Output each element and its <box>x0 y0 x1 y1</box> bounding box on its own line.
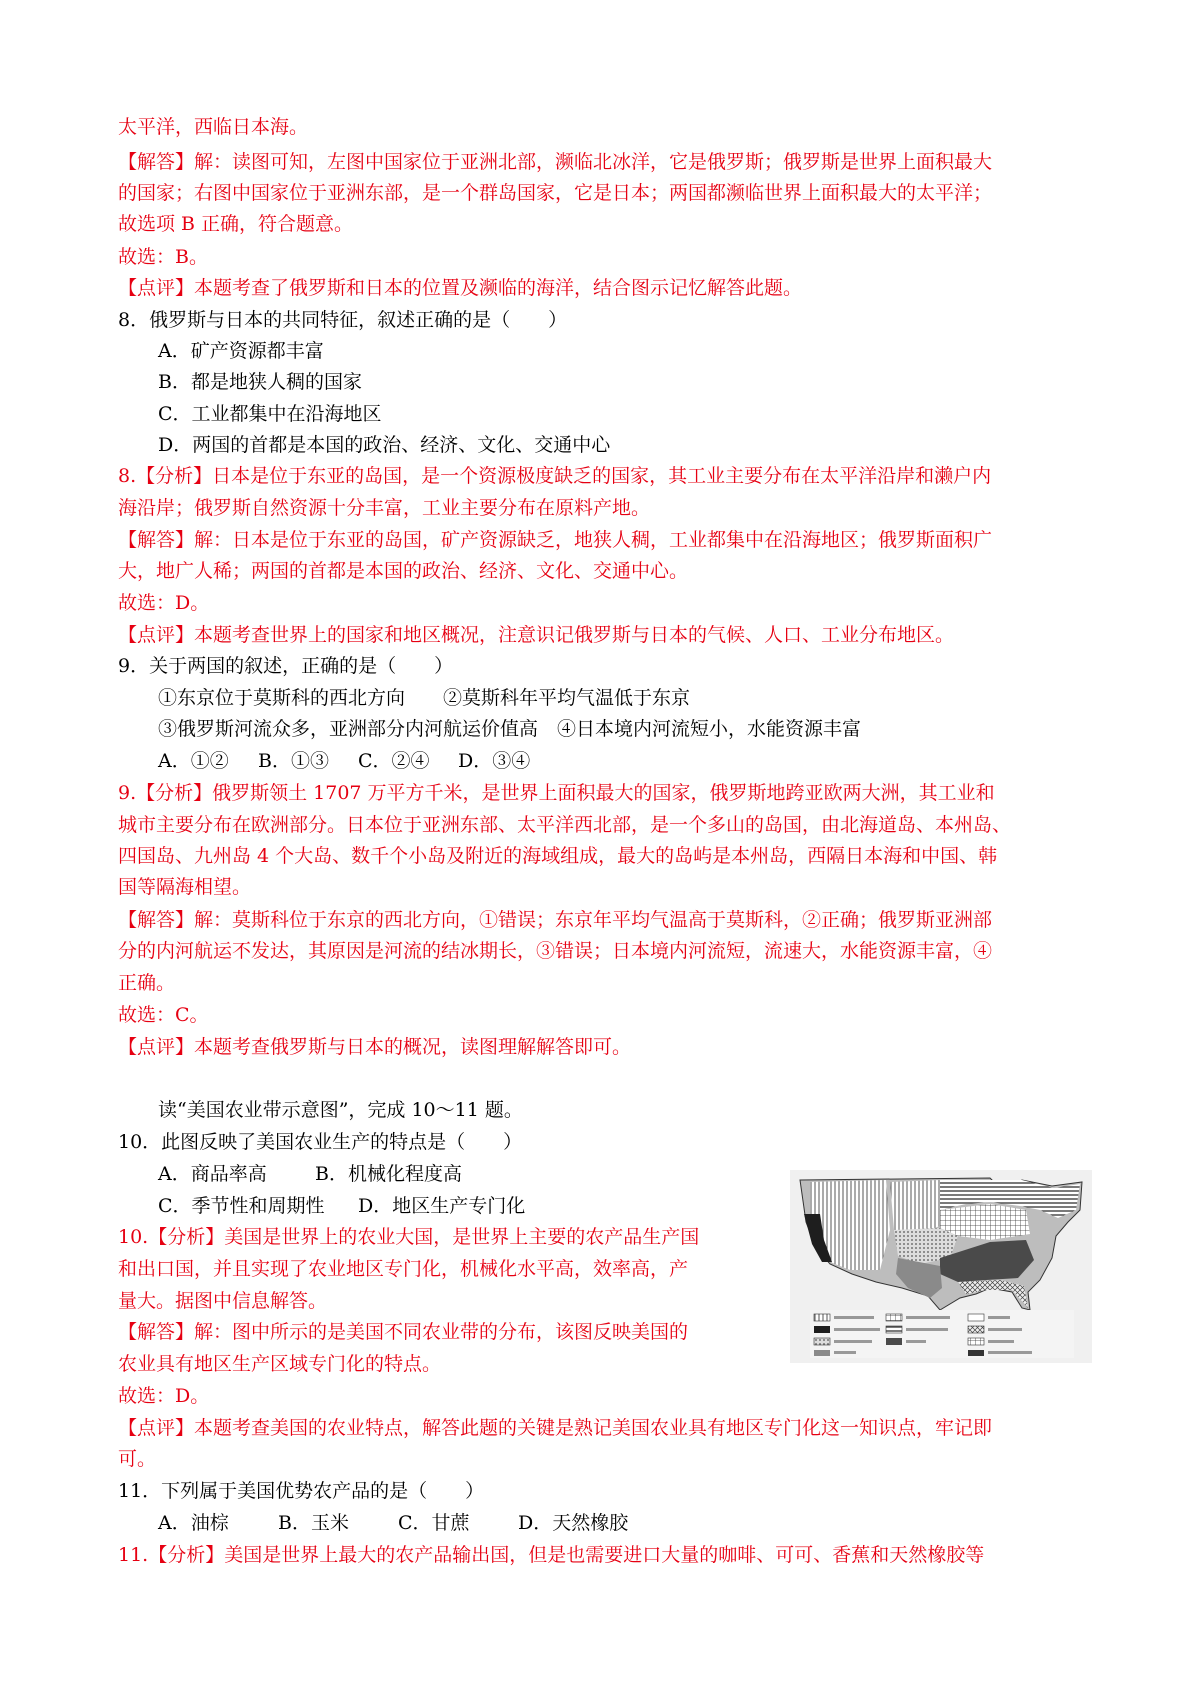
answer-line: 分的内河航运不发达，其原因是河流的结冰期长，③错误；日本境内河流短，流速大，水能资源丰富，④ <box>118 940 993 962</box>
analysis-line: 国等隔海相望。 <box>118 876 252 898</box>
statement-line: ①东京位于莫斯科的西北方向 ②莫斯科年平均气温低于东京 <box>158 687 691 709</box>
section-intro: 读“美国农业带示意图”，完成 10～11 题。 <box>158 1099 523 1121</box>
option-d: D．地区生产专门化 <box>358 1195 526 1217</box>
analysis-line: 10.【分析】美国是世界上的农业大国，是世界上主要的农产品生产国 <box>118 1226 700 1248</box>
option-c: C．季节性和周期性 <box>158 1195 325 1217</box>
comment-line: 可。 <box>118 1448 157 1470</box>
answer-line: 的国家；右图中国家位于亚洲东部，是一个群岛国家，它是日本；两国都濒临世界上面积最大的太平洋； <box>118 182 993 204</box>
us-agricultural-belts-map-icon <box>790 1170 1092 1363</box>
answer-choice-line: 故选：D。 <box>118 592 210 614</box>
option-b: B．①③ <box>258 750 329 772</box>
option-b: B．机械化程度高 <box>315 1163 462 1185</box>
comment-line: 【点评】本题考查美国的农业特点，解答此题的关键是熟记美国农业具有地区专门化这一知识点，牢记即 <box>118 1417 993 1439</box>
answer-line: 【解答】解：日本是位于东亚的岛国，矿产资源缺乏，地狭人稠，工业都集中在沿海地区；俄罗斯面积广 <box>118 529 993 551</box>
answer-line: 故选项 B 正确，符合题意。 <box>118 213 354 235</box>
answer-choice-line: 故选：D。 <box>118 1385 210 1407</box>
option-d: D．两国的首都是本国的政治、经济、文化、交通中心 <box>158 434 611 456</box>
statement-line: ③俄罗斯河流众多，亚洲部分内河航运价值高 ④日本境内河流短小，水能资源丰富 <box>158 718 862 740</box>
comment-line: 【点评】本题考查俄罗斯与日本的概况，读图理解解答即可。 <box>118 1036 632 1058</box>
answer-line: 正确。 <box>118 972 176 994</box>
option-a: A．油棕 <box>158 1512 229 1534</box>
question-11: 11．下列属于美国优势农产品的是（ ） <box>118 1480 485 1502</box>
option-a: A．①② <box>158 750 229 772</box>
answer-choice-line: 故选：B。 <box>118 246 208 268</box>
comment-line: 【点评】本题考查了俄罗斯和日本的位置及濒临的海洋，结合图示记忆解答此题。 <box>118 277 803 299</box>
analysis-line: 海沿岸；俄罗斯自然资源十分丰富，工业主要分布在原料产地。 <box>118 497 651 519</box>
option-c: C．工业都集中在沿海地区 <box>158 403 382 425</box>
option-c: C．甘蔗 <box>398 1512 470 1534</box>
option-b: B．都是地狭人稠的国家 <box>158 371 362 393</box>
answer-line: 农业具有地区生产区域专门化的特点。 <box>118 1353 442 1375</box>
question-9: 9．关于两国的叙述，正确的是（ ） <box>118 655 454 677</box>
answer-line: 【解答】解：图中所示的是美国不同农业带的分布，该图反映美国的 <box>118 1321 689 1343</box>
option-d: D．③④ <box>458 750 531 772</box>
answer-choice-line: 故选：C。 <box>118 1004 209 1026</box>
option-a: A．矿产资源都丰富 <box>158 340 324 362</box>
options-row <box>158 1508 628 1538</box>
option-b: B．玉米 <box>278 1512 349 1534</box>
answer-line: 太平洋，西临日本海。 <box>118 116 309 138</box>
option-d: D．天然橡胶 <box>518 1512 629 1534</box>
analysis-line: 9.【分析】俄罗斯领土 1707 万平方千米，是世界上面积最大的国家，俄罗斯地跨亚欧两大洲，其工业和 <box>118 782 995 804</box>
analysis-line: 11.【分析】美国是世界上最大的农产品输出国，但是也需要进口大量的咖啡、可可、香蕉和天然橡胶等 <box>118 1544 985 1566</box>
option-c: C．②④ <box>358 750 430 772</box>
option-a: A．商品率高 <box>158 1163 267 1185</box>
options-row <box>158 1159 462 1189</box>
analysis-line: 四国岛、九州岛 4 个大岛、数千个小岛及附近的海域组成，最大的岛屿是本州岛，西隔日本海和中国、韩 <box>118 845 998 867</box>
analysis-line: 量大。据图中信息解答。 <box>118 1290 328 1312</box>
options-row <box>158 1191 525 1221</box>
question-8: 8．俄罗斯与日本的共同特征，叙述正确的是（ ） <box>118 309 568 331</box>
answer-line: 大，地广人稀；两国的首都是本国的政治、经济、文化、交通中心。 <box>118 560 689 582</box>
question-10: 10．此图反映了美国农业生产的特点是（ ） <box>118 1131 523 1153</box>
answer-line: 【解答】解：莫斯科位于东京的西北方向，①错误；东京年平均气温高于莫斯科，②正确；俄罗斯亚洲部 <box>118 909 993 931</box>
answer-line: 【解答】解：读图可知，左图中国家位于亚洲北部，濒临北冰洋，它是俄罗斯；俄罗斯是世界上面积最大 <box>118 151 993 173</box>
analysis-line: 城市主要分布在欧洲部分。日本位于亚洲东部、太平洋西北部，是一个多山的岛国，由北海道岛、本州岛、 <box>118 814 1012 836</box>
analysis-line: 8.【分析】日本是位于东亚的岛国，是一个资源极度缺乏的国家，其工业主要分布在太平洋沿岸和濑户内 <box>118 465 992 487</box>
options-row <box>158 746 530 776</box>
analysis-line: 和出口国，并且实现了农业地区专门化，机械化水平高，效率高，产 <box>118 1258 689 1280</box>
comment-line: 【点评】本题考查世界上的国家和地区概况，注意识记俄罗斯与日本的气候、人口、工业分布地区。 <box>118 624 955 646</box>
